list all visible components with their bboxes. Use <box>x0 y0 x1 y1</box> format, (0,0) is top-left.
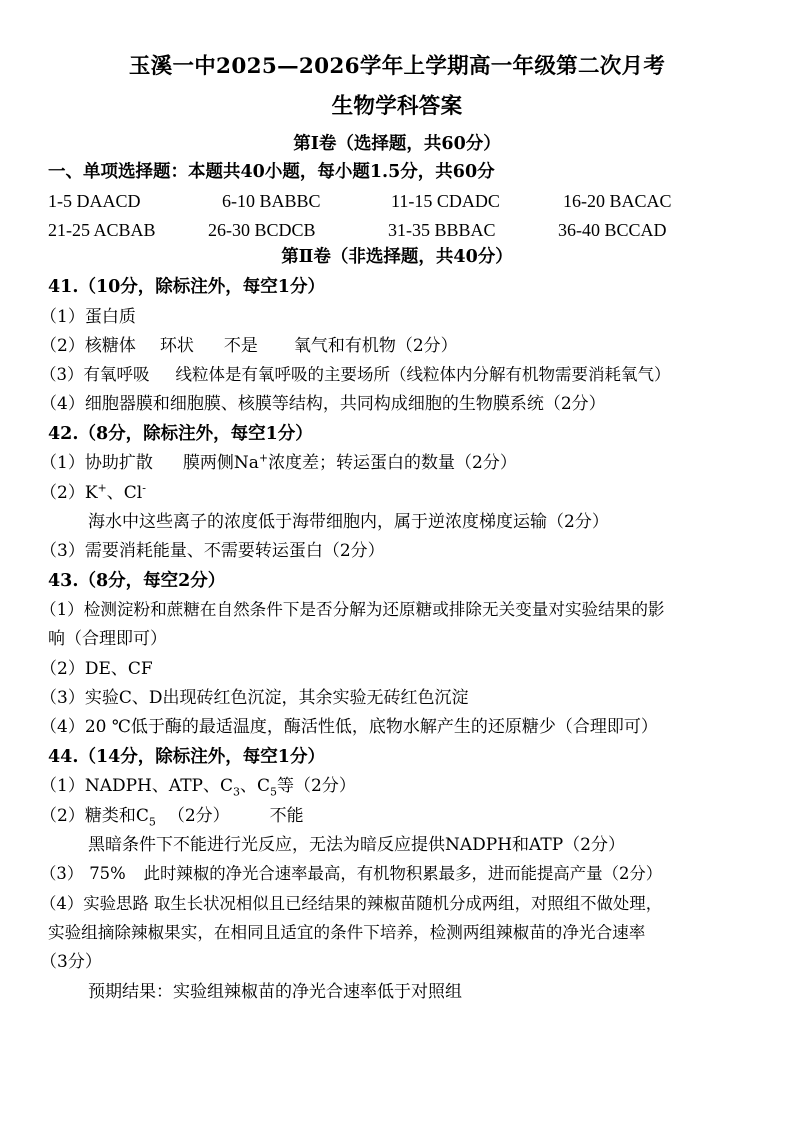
q42-answer-2-part: 、Cl <box>106 483 143 503</box>
q44-answer-2-continued: 黑暗条件下不能进行光反应，无法为暗反应提供NADPH和ATP（2分） <box>88 835 625 855</box>
mc-answer-group: 31-35 BBBAC <box>388 220 496 240</box>
q44-answer-2-part: （2分） <box>167 806 230 826</box>
q44-answer-3-part: （3） <box>40 864 84 883</box>
q42-answer-3: （3）需要消耗能量、不需要转运蛋白（2分） <box>40 541 385 561</box>
q42-answer-1-part: 膜两侧Na <box>182 453 259 473</box>
q44-expected-result: 预期结果：实验组辣椒苗的净光合速率低于对照组 <box>88 982 462 1002</box>
section1-heading: 一、单项选择题：本题共40小题，每小题1.5分，共60分 <box>48 162 495 182</box>
q43-answer-3: （3）实验C、D出现砖红色沉淀，其余实验无砖红色沉淀 <box>40 688 469 708</box>
subscript: 3 <box>233 785 240 799</box>
q42-answer-2-part: （2）K <box>40 483 98 503</box>
q44-answer-2-part: 不能 <box>269 806 304 826</box>
q43-heading: 43.（8分，每空2分） <box>48 571 226 591</box>
mc-answer-group: 16-20 BACAC <box>563 191 672 211</box>
q42-answer-1 <box>40 452 517 474</box>
mc-answer-group: 36-40 BCCAD <box>558 220 667 240</box>
q44-answer-1-part: （1）NADPH、ATP、C <box>40 776 233 796</box>
q41-answer-2-part: 氧气和有机物（2分） <box>293 336 458 356</box>
q42-answer-2 <box>40 482 146 504</box>
q43-answer-4: （4）20 ℃低于酶的最适温度，酶活性低，底物水解产生的还原糖少（合理即可） <box>40 717 658 737</box>
document-title: 玉溪一中2025—2026学年上学期高一年级第二次月考 <box>128 54 666 79</box>
q44-answer-3 <box>40 863 662 885</box>
q41-answer-2 <box>40 335 458 357</box>
q44-answer-1-part: 、C <box>240 776 271 796</box>
q41-answer-2-part: 环状 <box>159 336 194 356</box>
mc-answer-group: 6-10 BABBC <box>222 191 321 211</box>
superscript: - <box>142 481 146 495</box>
q41-heading: 41.（10分，除标注外，每空1分） <box>48 277 325 297</box>
q43-answer-1: （1）检测淀粉和蔗糖在自然条件下是否分解为还原糖或排除无关变量对实验结果的影 <box>40 600 665 619</box>
q41-answer-3 <box>40 364 671 386</box>
mc-answer-group: 26-30 BCDCB <box>208 220 316 240</box>
q41-answer-3-part: （3）有氧呼吸 <box>40 365 150 384</box>
q43-answer-2: （2）DE、CF <box>40 659 153 679</box>
q44-heading: 44.（14分，除标注外，每空1分） <box>48 747 325 767</box>
q42-answer-2-continued: 海水中这些离子的浓度低于海带细胞内，属于逆浓度梯度运输（2分） <box>88 512 609 532</box>
q44-answer-4: （4）实验思路 取生长状况相似且已经结果的辣椒苗随机分成两组，对照组不做处理， <box>40 894 663 913</box>
q44-answer-4-continued: （3分） <box>40 952 102 972</box>
mc-answer-group: 11-15 CDADC <box>391 191 500 211</box>
q42-heading: 42.（8分，除标注外，每空1分） <box>48 424 313 444</box>
q44-answer-3-part: 75% <box>89 864 126 883</box>
part2-heading: 第Ⅱ卷（非选择题，共40分） <box>281 247 513 267</box>
document-subtitle: 生物学科答案 <box>331 94 463 119</box>
q41-answer-3-part: 线粒体是有氧呼吸的主要场所（线粒体内分解有机物需要消耗氧气） <box>175 365 671 384</box>
part1-heading: 第Ⅰ卷（选择题，共60分） <box>293 134 501 154</box>
q41-answer-2-part: （2）核糖体 <box>40 336 136 356</box>
q44-answer-2 <box>40 805 304 827</box>
q41-answer-1: （1）蛋白质 <box>40 307 136 327</box>
subscript: 5 <box>148 815 156 829</box>
q44-answer-3-part: 此时辣椒的净光合速率最高，有机物积累最多，进而能提高产量（2分） <box>143 864 663 883</box>
q42-answer-1-part: 浓度差；转运蛋白的数量（2分） <box>268 453 517 473</box>
superscript: + <box>97 481 107 495</box>
mc-answer-group: 1-5 DAACD <box>48 191 141 211</box>
subscript: 5 <box>270 785 278 799</box>
q43-answer-1-continued: 响（合理即可） <box>48 629 167 649</box>
q44-answer-1 <box>40 775 356 797</box>
q44-answer-1-part: 等（2分） <box>277 776 356 796</box>
mc-answer-group: 21-25 ACBAB <box>48 220 156 240</box>
superscript: + <box>258 451 269 465</box>
q44-answer-2-part: （2）糖类和C <box>40 806 149 826</box>
q41-answer-4: （4）细胞器膜和细胞膜、核膜等结构，共同构成细胞的生物膜系统（2分） <box>40 394 606 414</box>
q41-answer-2-part: 不是 <box>223 336 258 356</box>
q44-answer-4-continued: 实验组摘除辣椒果实，在相同且适宜的条件下培养，检测两组辣椒苗的净光合速率 <box>48 923 646 942</box>
q42-answer-1-part: （1）协助扩散 <box>40 453 153 473</box>
